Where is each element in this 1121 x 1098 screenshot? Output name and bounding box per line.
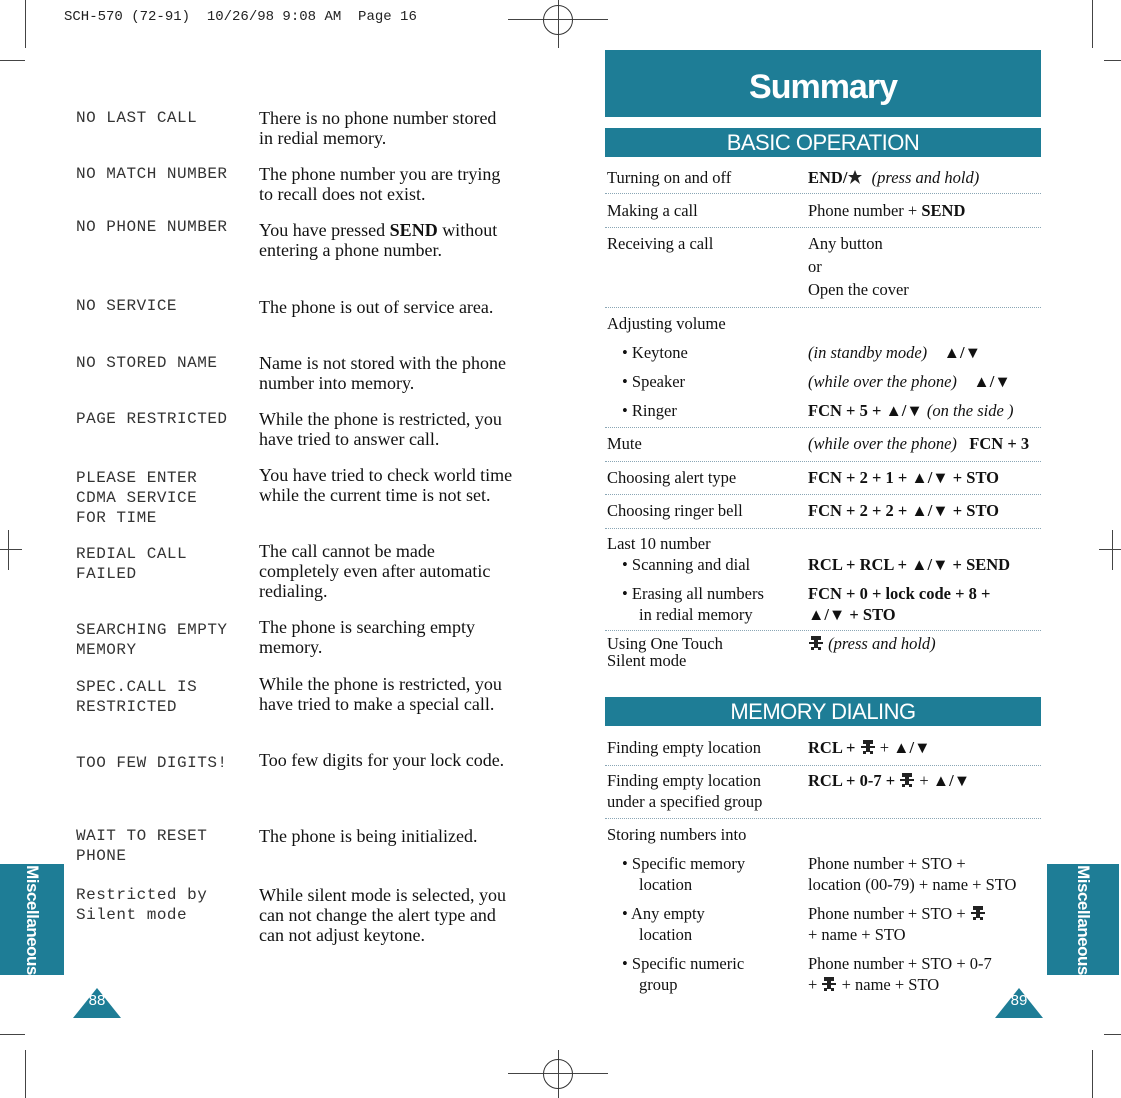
- error-description: You have tried to check world time while the current time is not set.: [259, 465, 513, 505]
- row-label: • Specific memory: [622, 854, 746, 873]
- section-header-memory-dialing: MEMORY DIALING: [605, 697, 1041, 726]
- row-divider: [605, 227, 1041, 228]
- row-label: • Any empty: [622, 904, 705, 923]
- error-code: NO LAST CALL: [76, 109, 198, 127]
- registration-mark: [1112, 530, 1113, 570]
- error-code: WAIT TO RESET PHONE: [76, 827, 208, 865]
- row-value: Phone number + STO +: [808, 854, 966, 873]
- row-value: (press and hold): [808, 633, 936, 654]
- row-divider: [605, 461, 1041, 462]
- row-label: • Ringer: [622, 401, 677, 420]
- row-value: FCN + 2 + 1 + ▲/▼ + STO: [808, 468, 999, 487]
- row-value: (while over the phone) FCN + 3: [808, 434, 1030, 453]
- error-code: REDIAL CALL FAILED: [76, 545, 188, 583]
- error-code: Restricted by Silent mode: [76, 886, 208, 924]
- error-description: While silent mode is selected, you can not change the alert type and can not adjust keytone.: [259, 885, 506, 945]
- row-divider: [605, 765, 1041, 766]
- error-code: NO STORED NAME: [76, 354, 218, 372]
- silent-mode-icon: [970, 905, 986, 921]
- row-divider: [605, 494, 1041, 495]
- error-code: SPEC.CALL IS RESTRICTED: [76, 678, 198, 716]
- error-description: The phone is out of service area.: [259, 297, 494, 317]
- row-value: (while over the phone) ▲/▼: [808, 372, 1011, 391]
- row-value: FCN + 0 + lock code + 8 +: [808, 584, 991, 603]
- error-code: NO MATCH NUMBER: [76, 165, 228, 183]
- error-description: Name is not stored with the phone number into memory.: [259, 353, 506, 393]
- error-description: You have pressed SEND without entering a phone number.: [259, 220, 498, 260]
- row-value: RCL + RCL + ▲/▼ + SEND: [808, 555, 1011, 574]
- row-label: • Specific numeric: [622, 954, 745, 973]
- crop-mark: [1092, 1050, 1093, 1098]
- row-divider: [605, 193, 1041, 194]
- crop-mark: [0, 1034, 25, 1035]
- row-label: Choosing ringer bell: [607, 501, 743, 520]
- crop-mark: [0, 60, 25, 61]
- row-value: Open the cover: [808, 280, 909, 299]
- row-label: • Keytone: [622, 343, 688, 362]
- row-label: Mute: [607, 434, 642, 453]
- row-label: • Scanning and dial: [622, 555, 751, 574]
- row-label: location: [639, 925, 693, 944]
- error-code: NO SERVICE: [76, 297, 178, 315]
- crop-mark: [1104, 60, 1121, 61]
- row-value: (in standby mode) ▲/▼: [808, 343, 981, 362]
- row-divider: [605, 427, 1041, 428]
- row-value: FCN + 5 + ▲/▼ (on the side ): [808, 401, 1014, 420]
- error-code: PAGE RESTRICTED: [76, 410, 228, 428]
- error-description: Too few digits for your lock code.: [259, 750, 505, 770]
- row-label: Last 10 number: [607, 534, 711, 553]
- silent-mode-icon: [808, 635, 824, 651]
- row-value: Any button: [808, 234, 883, 253]
- row-value: END/ (press and hold): [808, 168, 980, 187]
- row-label: Silent mode: [607, 651, 687, 670]
- row-divider: [605, 307, 1041, 308]
- silent-mode-icon: [899, 772, 915, 788]
- row-divider: [605, 528, 1041, 529]
- crop-mark: [1092, 0, 1093, 48]
- row-label: group: [639, 975, 678, 994]
- row-label: Storing numbers into: [607, 825, 747, 844]
- row-label: Receiving a call: [607, 234, 714, 253]
- row-value: RCL + 0-7 + + ▲/▼: [808, 771, 971, 790]
- section-header-basic-operation: BASIC OPERATION: [605, 128, 1041, 157]
- crop-mark: [1104, 1034, 1121, 1035]
- crop-mark: [25, 0, 26, 48]
- row-value: Phone number + STO + 0-7: [808, 954, 992, 973]
- page-number-left: 88: [73, 988, 121, 1018]
- silent-mode-icon: [860, 739, 876, 755]
- registration-mark: [543, 1059, 573, 1089]
- error-description: The phone number you are trying to recall does not exist.: [259, 164, 501, 204]
- row-label: in redial memory: [639, 605, 753, 624]
- registration-mark: [1099, 549, 1121, 550]
- row-value: Phone number + STO +: [808, 903, 986, 924]
- power-icon: [847, 169, 863, 185]
- error-code: NO PHONE NUMBER: [76, 218, 228, 236]
- row-label: Choosing alert type: [607, 468, 737, 487]
- error-description: The phone is being initialized.: [259, 826, 478, 846]
- error-description: The call cannot be made completely even after automatic redialing.: [259, 541, 491, 601]
- page-title-banner: [605, 50, 1041, 117]
- row-value: RCL + + ▲/▼: [808, 738, 931, 757]
- row-label: under a specified group: [607, 792, 763, 811]
- row-label: Turning on and off: [607, 168, 732, 187]
- error-description: While the phone is restricted, you have tried to answer call.: [259, 409, 502, 449]
- row-label: • Speaker: [622, 372, 686, 391]
- crop-mark: [25, 1050, 26, 1098]
- silent-mode-icon: [821, 976, 837, 992]
- side-tab-right: Miscellaneous: [1047, 864, 1119, 975]
- registration-mark: [0, 549, 22, 550]
- error-code: PLEASE ENTER CDMA SERVICE FOR TIME: [76, 469, 198, 527]
- error-description: While the phone is restricted, you have tried to make a special call.: [259, 674, 502, 714]
- row-divider: [605, 630, 1041, 631]
- page-number-right: 89: [995, 988, 1043, 1018]
- row-value: ▲/▼ + STO: [808, 605, 896, 624]
- error-code: SEARCHING EMPTY MEMORY: [76, 621, 228, 659]
- row-value: + name + STO: [808, 925, 906, 944]
- print-header: SCH-570 (72-91) 10/26/98 9:08 AM Page 16: [64, 9, 417, 25]
- registration-mark: [543, 5, 573, 35]
- row-value: Phone number + SEND: [808, 201, 966, 220]
- row-label: Finding empty location: [607, 738, 761, 757]
- row-value: + + name + STO: [808, 975, 940, 994]
- row-divider: [605, 818, 1041, 819]
- row-label: Adjusting volume: [607, 314, 726, 333]
- side-tab-left: Miscellaneous: [0, 864, 64, 975]
- row-label: Finding empty location: [607, 771, 761, 790]
- error-description: There is no phone number stored in redial memory.: [259, 108, 497, 148]
- row-label: • Erasing all numbers: [622, 584, 764, 603]
- row-label: location: [639, 875, 693, 894]
- row-label: Making a call: [607, 201, 698, 220]
- row-value: or: [808, 257, 822, 276]
- row-value: FCN + 2 + 2 + ▲/▼ + STO: [808, 501, 999, 520]
- error-description: The phone is searching empty memory.: [259, 617, 475, 657]
- page-title: Summary: [749, 68, 897, 106]
- row-label: Using One Touch: [607, 634, 723, 653]
- registration-mark: [8, 530, 9, 570]
- error-code: TOO FEW DIGITS!: [76, 754, 228, 772]
- row-value: location (00-79) + name + STO: [808, 875, 1017, 894]
